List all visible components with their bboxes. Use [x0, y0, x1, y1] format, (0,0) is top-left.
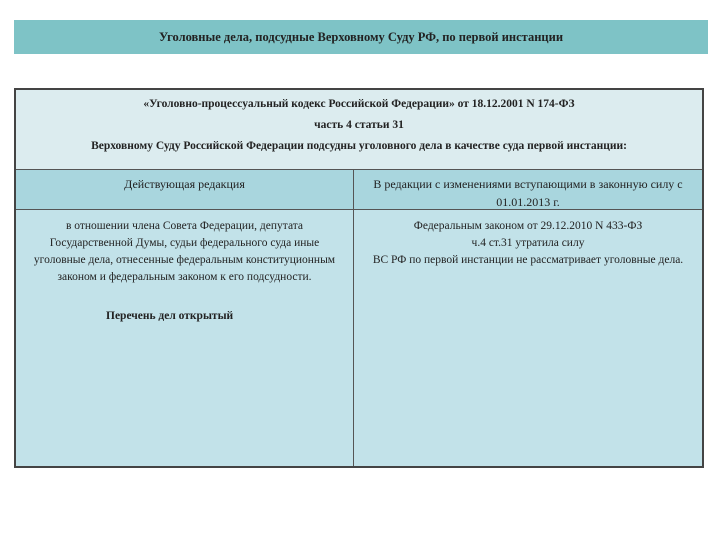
left-column-body	[16, 210, 354, 466]
content-table	[14, 88, 704, 468]
right-line-1: Федеральным законом от 29.12.2010 N 433-ФЗ	[413, 220, 643, 232]
right-line-2: ч.4 ст.31 утратила силу	[471, 237, 585, 249]
left-column-header: Действующая редакция	[16, 170, 354, 210]
right-column-body	[354, 210, 702, 466]
slide-title-bar	[14, 20, 708, 54]
right-line-3: ВС РФ по первой инстанции не рассматривает уголовные дела.	[372, 254, 684, 266]
left-paragraph: в отношении члена Совета Федерации, депутата Государственной Думы, судьи федерального суда иные уголовные дела, отнесенные федеральным конституционным законом и федеральным законом к его подсудности.	[33, 220, 336, 283]
header-line-1: «Уголовно-процессуальный кодекс Российской Федерации» от 18.12.2001 N 174-ФЗ	[143, 98, 575, 110]
header-line-3: Верховному Суду Российской Федерации подсудны уголовного дела в качестве суда первой инстанции:	[91, 140, 627, 152]
left-bold-note: Перечень дел открытый	[106, 310, 234, 322]
header-line-2: часть 4 статьи 31	[314, 119, 404, 131]
slide-title: Уголовные дела, подсудные Верховному Суду РФ, по первой инстанции	[158, 29, 564, 44]
table-header	[16, 90, 702, 170]
right-column-header: В редакции с изменениями вступающими в законную силу с 01.01.2013 г.	[354, 170, 702, 210]
